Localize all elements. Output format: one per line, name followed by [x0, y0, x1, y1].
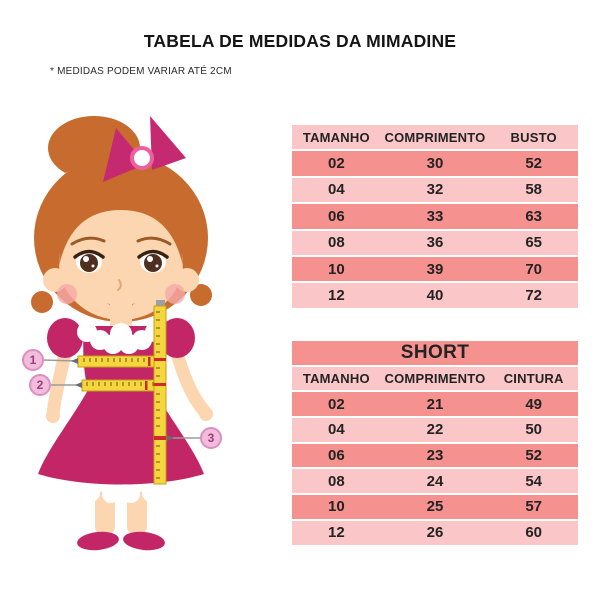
cell-size: 04 — [327, 421, 345, 439]
cell-size: 06 — [327, 207, 345, 225]
column-header-cintura: CINTURA — [503, 371, 564, 387]
table-row — [292, 178, 578, 204]
cell-size: 06 — [327, 447, 345, 465]
cell-length: 26 — [426, 524, 444, 542]
table-row — [292, 257, 578, 283]
cell-length: 40 — [426, 287, 444, 305]
cell-length: 32 — [426, 181, 444, 199]
girl-illustration — [8, 98, 268, 588]
table-row — [292, 418, 578, 444]
cell-size: 10 — [327, 498, 345, 516]
marker-2-label: 2 — [36, 378, 44, 392]
short-table-title: SHORT — [400, 341, 470, 363]
table-row — [292, 521, 578, 547]
column-header-comprimento: COMPRIMENTO — [384, 129, 486, 145]
cell-size: 12 — [327, 287, 345, 305]
table-row — [292, 151, 578, 177]
column-header-tamanho: TAMANHO — [302, 371, 370, 387]
cell-length: 30 — [426, 155, 444, 173]
length-measuring-tape — [154, 300, 166, 484]
table-row — [292, 469, 578, 495]
table-header-row — [292, 125, 578, 151]
marker-3-label: 3 — [207, 431, 215, 445]
table-row — [292, 444, 578, 470]
cell-bust: 52 — [525, 155, 542, 173]
dress-size-table — [292, 125, 578, 310]
cell-bust: 72 — [525, 287, 542, 305]
cell-length: 33 — [426, 207, 444, 225]
cell-bust: 63 — [525, 207, 542, 225]
cell-length: 25 — [426, 498, 444, 516]
cell-bust: 65 — [525, 234, 542, 252]
cell-length: 21 — [426, 395, 444, 413]
table-header-row — [292, 367, 578, 393]
table-row — [292, 231, 578, 257]
cell-bust: 58 — [525, 181, 542, 199]
cell-length: 22 — [426, 421, 444, 439]
cell-waist: 52 — [525, 447, 542, 465]
cell-length: 24 — [426, 472, 444, 490]
cell-length: 36 — [426, 234, 444, 252]
cell-size: 12 — [327, 524, 345, 542]
bust-measuring-tape — [78, 356, 164, 367]
short-table-title-row — [292, 341, 578, 367]
waist-measuring-tape — [82, 380, 162, 391]
shoes — [76, 530, 166, 552]
cell-size: 04 — [327, 181, 345, 199]
cell-size: 08 — [327, 472, 345, 490]
cell-bust: 70 — [525, 260, 542, 278]
table-row — [292, 392, 578, 418]
cell-length: 23 — [426, 447, 444, 465]
cell-waist: 57 — [525, 498, 542, 516]
short-size-table — [292, 341, 578, 547]
column-header-busto: BUSTO — [510, 129, 557, 145]
table-row — [292, 283, 578, 309]
cell-length: 39 — [426, 260, 444, 278]
cell-size: 02 — [327, 155, 345, 173]
cell-waist: 50 — [525, 421, 542, 439]
cell-waist: 54 — [525, 472, 542, 490]
marker-1-label: 1 — [29, 353, 37, 367]
disclaimer-note: * MEDIDAS PODEM VARIAR ATÉ 2CM — [50, 66, 232, 77]
cell-size: 10 — [327, 260, 345, 278]
cell-size: 02 — [327, 395, 345, 413]
table-row — [292, 495, 578, 521]
column-header-comprimento: COMPRIMENTO — [384, 371, 486, 387]
page-title: TABELA DE MEDIDAS DA MIMADINE — [143, 31, 457, 51]
column-header-tamanho: TAMANHO — [302, 129, 370, 145]
cell-size: 08 — [327, 234, 345, 252]
cell-waist: 49 — [525, 395, 542, 413]
table-row — [292, 204, 578, 230]
cell-waist: 60 — [525, 524, 542, 542]
